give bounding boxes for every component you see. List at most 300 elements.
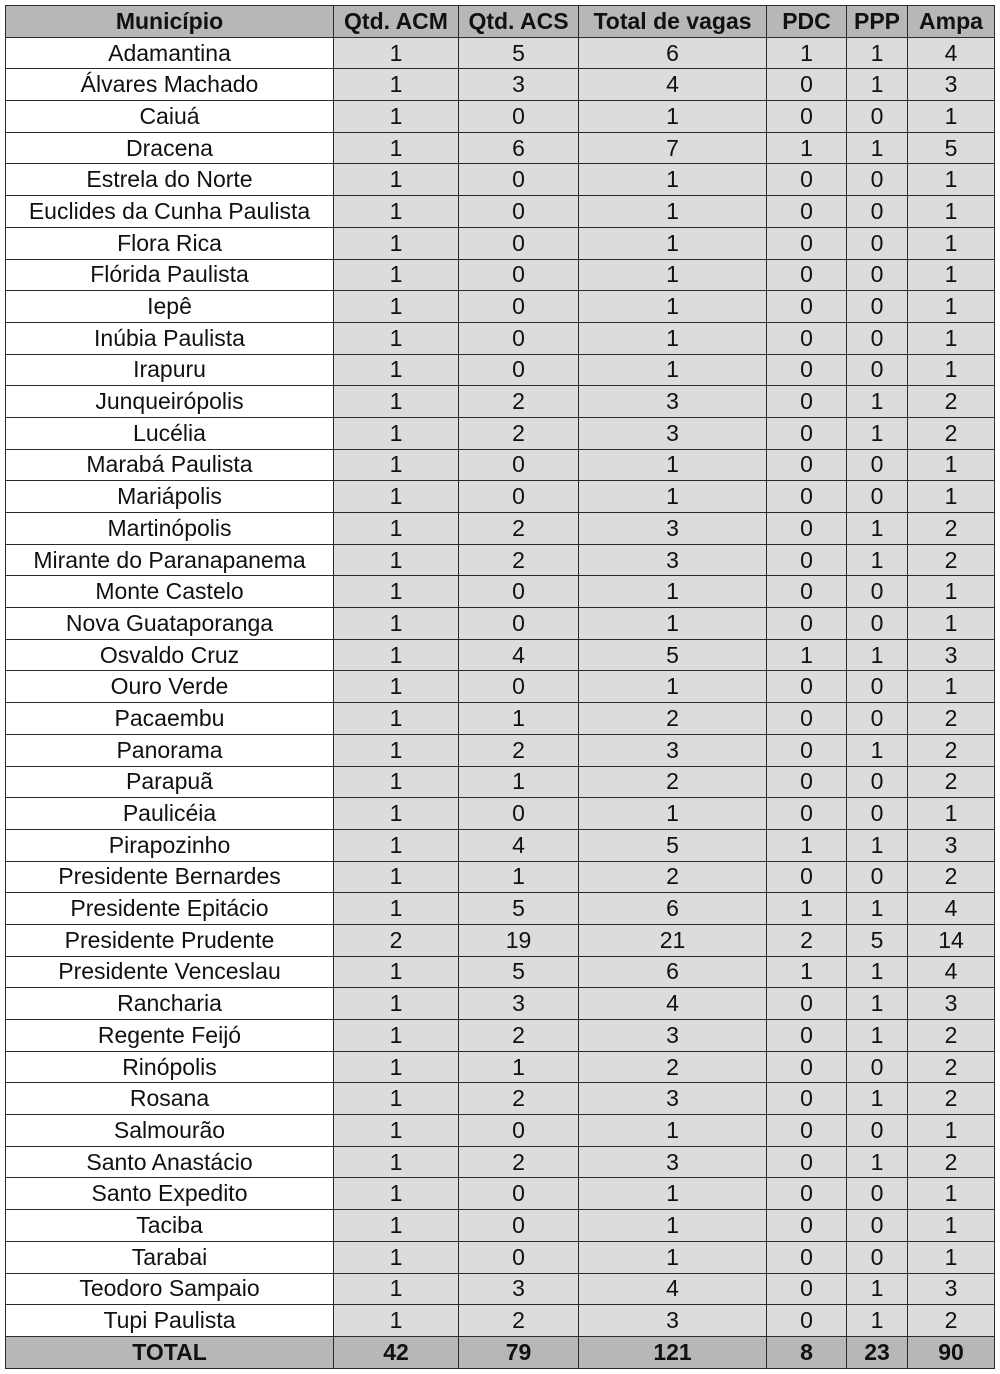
- table-footer: [6, 1336, 995, 1368]
- cell-total-de-vagas: 1: [579, 164, 767, 196]
- cell-pdc: 0: [767, 322, 847, 354]
- cell-qtd-acs: 5: [459, 37, 579, 69]
- cell-pdc: 0: [767, 417, 847, 449]
- cell-ppp: 1: [847, 988, 908, 1020]
- cell-municipio: Ouro Verde: [6, 671, 334, 703]
- cell-municipio: Rancharia: [6, 988, 334, 1020]
- cell-ampa: 2: [908, 734, 995, 766]
- cell-ampa: 1: [908, 354, 995, 386]
- cell-municipio: Inúbia Paulista: [6, 322, 334, 354]
- cell-qtd-acs: 1: [459, 703, 579, 735]
- cell-qtd-acm: 1: [334, 1115, 459, 1147]
- cell-total-de-vagas: 3: [579, 734, 767, 766]
- cell-qtd-acs: 0: [459, 1210, 579, 1242]
- cell-pdc: 0: [767, 1273, 847, 1305]
- cell-qtd-acs: 1: [459, 766, 579, 798]
- total-qtd-acm: 42: [334, 1336, 459, 1368]
- table-row: [6, 1273, 995, 1305]
- cell-pdc: 0: [767, 291, 847, 323]
- cell-ppp: 1: [847, 734, 908, 766]
- cell-ampa: 2: [908, 513, 995, 545]
- table-row: [6, 956, 995, 988]
- cell-municipio: Tarabai: [6, 1241, 334, 1273]
- cell-municipio: Presidente Epitácio: [6, 893, 334, 925]
- cell-pdc: 0: [767, 101, 847, 133]
- cell-total-de-vagas: 6: [579, 37, 767, 69]
- cell-municipio: Santo Expedito: [6, 1178, 334, 1210]
- cell-pdc: 0: [767, 861, 847, 893]
- cell-qtd-acs: 0: [459, 608, 579, 640]
- cell-ppp: 0: [847, 291, 908, 323]
- cell-qtd-acs: 5: [459, 893, 579, 925]
- cell-ampa: 2: [908, 417, 995, 449]
- header-ampa: Ampa: [908, 6, 995, 38]
- cell-total-de-vagas: 1: [579, 481, 767, 513]
- cell-total-de-vagas: 1: [579, 1178, 767, 1210]
- cell-ppp: 1: [847, 1146, 908, 1178]
- cell-total-de-vagas: 2: [579, 703, 767, 735]
- cell-ppp: 0: [847, 1210, 908, 1242]
- cell-pdc: 0: [767, 671, 847, 703]
- cell-qtd-acm: 1: [334, 1020, 459, 1052]
- cell-pdc: 0: [767, 734, 847, 766]
- table-row: [6, 481, 995, 513]
- cell-qtd-acm: 1: [334, 1051, 459, 1083]
- cell-pdc: 1: [767, 37, 847, 69]
- cell-total-de-vagas: 1: [579, 671, 767, 703]
- cell-qtd-acm: 1: [334, 671, 459, 703]
- cell-total-de-vagas: 2: [579, 766, 767, 798]
- table-row: [6, 513, 995, 545]
- cell-ampa: 1: [908, 259, 995, 291]
- cell-ampa: 14: [908, 924, 995, 956]
- cell-qtd-acm: 1: [334, 1210, 459, 1242]
- table-row: [6, 386, 995, 418]
- cell-total-de-vagas: 3: [579, 1305, 767, 1337]
- cell-municipio: Flora Rica: [6, 227, 334, 259]
- cell-pdc: 0: [767, 988, 847, 1020]
- cell-municipio: Rinópolis: [6, 1051, 334, 1083]
- cell-pdc: 0: [767, 1210, 847, 1242]
- cell-ppp: 0: [847, 322, 908, 354]
- cell-total-de-vagas: 4: [579, 69, 767, 101]
- cell-pdc: 0: [767, 386, 847, 418]
- table-row: [6, 924, 995, 956]
- table-row: [6, 576, 995, 608]
- cell-municipio: Mariápolis: [6, 481, 334, 513]
- cell-qtd-acm: 1: [334, 703, 459, 735]
- cell-ppp: 0: [847, 703, 908, 735]
- table-row: [6, 1115, 995, 1147]
- cell-pdc: 0: [767, 766, 847, 798]
- table-row: [6, 101, 995, 133]
- cell-municipio: Teodoro Sampaio: [6, 1273, 334, 1305]
- cell-qtd-acm: 1: [334, 639, 459, 671]
- vacancies-table: [5, 5, 995, 1369]
- table-row: [6, 1210, 995, 1242]
- cell-qtd-acs: 0: [459, 291, 579, 323]
- cell-qtd-acm: 1: [334, 766, 459, 798]
- cell-municipio: Estrela do Norte: [6, 164, 334, 196]
- table-row: [6, 988, 995, 1020]
- cell-ppp: 1: [847, 1083, 908, 1115]
- cell-qtd-acm: 1: [334, 829, 459, 861]
- cell-qtd-acm: 1: [334, 956, 459, 988]
- cell-qtd-acm: 1: [334, 386, 459, 418]
- cell-ampa: 1: [908, 291, 995, 323]
- cell-ampa: 1: [908, 322, 995, 354]
- cell-ppp: 0: [847, 766, 908, 798]
- cell-municipio: Rosana: [6, 1083, 334, 1115]
- table-row: [6, 1051, 995, 1083]
- cell-qtd-acm: 1: [334, 164, 459, 196]
- cell-municipio: Junqueirópolis: [6, 386, 334, 418]
- cell-ppp: 1: [847, 1273, 908, 1305]
- cell-ppp: 0: [847, 101, 908, 133]
- cell-ppp: 0: [847, 354, 908, 386]
- cell-pdc: 0: [767, 449, 847, 481]
- table-row: [6, 227, 995, 259]
- cell-total-de-vagas: 7: [579, 132, 767, 164]
- cell-qtd-acs: 0: [459, 1115, 579, 1147]
- table-row: [6, 69, 995, 101]
- cell-pdc: 0: [767, 798, 847, 830]
- cell-qtd-acs: 0: [459, 196, 579, 228]
- cell-pdc: 0: [767, 1051, 847, 1083]
- cell-qtd-acm: 1: [334, 449, 459, 481]
- cell-ppp: 0: [847, 1241, 908, 1273]
- cell-pdc: 0: [767, 1115, 847, 1147]
- cell-qtd-acs: 0: [459, 1241, 579, 1273]
- table-header: [6, 6, 995, 38]
- total-ampa: 90: [908, 1336, 995, 1368]
- cell-qtd-acs: 1: [459, 861, 579, 893]
- cell-total-de-vagas: 1: [579, 608, 767, 640]
- cell-pdc: 0: [767, 354, 847, 386]
- cell-qtd-acm: 1: [334, 37, 459, 69]
- cell-qtd-acm: 1: [334, 1178, 459, 1210]
- cell-ampa: 1: [908, 227, 995, 259]
- cell-pdc: 0: [767, 196, 847, 228]
- cell-pdc: 0: [767, 1020, 847, 1052]
- cell-qtd-acm: 1: [334, 69, 459, 101]
- cell-pdc: 0: [767, 227, 847, 259]
- table-row: [6, 196, 995, 228]
- cell-municipio: Nova Guataporanga: [6, 608, 334, 640]
- cell-ampa: 3: [908, 829, 995, 861]
- cell-ampa: 2: [908, 766, 995, 798]
- cell-pdc: 0: [767, 1305, 847, 1337]
- cell-ampa: 4: [908, 37, 995, 69]
- table-row: [6, 766, 995, 798]
- cell-qtd-acs: 3: [459, 1273, 579, 1305]
- cell-ppp: 1: [847, 829, 908, 861]
- cell-municipio: Marabá Paulista: [6, 449, 334, 481]
- cell-ampa: 2: [908, 1305, 995, 1337]
- cell-municipio: Parapuã: [6, 766, 334, 798]
- cell-pdc: 1: [767, 956, 847, 988]
- cell-qtd-acm: 1: [334, 988, 459, 1020]
- cell-municipio: Lucélia: [6, 417, 334, 449]
- cell-qtd-acm: 1: [334, 576, 459, 608]
- cell-ampa: 3: [908, 69, 995, 101]
- cell-qtd-acm: 1: [334, 417, 459, 449]
- table-row: [6, 322, 995, 354]
- cell-qtd-acs: 0: [459, 1178, 579, 1210]
- cell-ppp: 1: [847, 1305, 908, 1337]
- cell-total-de-vagas: 3: [579, 1146, 767, 1178]
- cell-qtd-acs: 1: [459, 1051, 579, 1083]
- cell-ampa: 1: [908, 1115, 995, 1147]
- cell-qtd-acm: 1: [334, 513, 459, 545]
- cell-municipio: Adamantina: [6, 37, 334, 69]
- cell-ppp: 1: [847, 544, 908, 576]
- cell-ampa: 1: [908, 1241, 995, 1273]
- cell-ppp: 0: [847, 576, 908, 608]
- cell-municipio: Salmourão: [6, 1115, 334, 1147]
- cell-ampa: 4: [908, 893, 995, 925]
- cell-ppp: 0: [847, 259, 908, 291]
- cell-qtd-acm: 1: [334, 734, 459, 766]
- cell-total-de-vagas: 1: [579, 354, 767, 386]
- cell-pdc: 1: [767, 132, 847, 164]
- cell-pdc: 0: [767, 1241, 847, 1273]
- cell-total-de-vagas: 6: [579, 893, 767, 925]
- cell-total-de-vagas: 1: [579, 576, 767, 608]
- cell-total-de-vagas: 5: [579, 829, 767, 861]
- cell-qtd-acm: 1: [334, 1241, 459, 1273]
- cell-municipio: Paulicéia: [6, 798, 334, 830]
- table-row: [6, 417, 995, 449]
- cell-total-de-vagas: 3: [579, 417, 767, 449]
- cell-qtd-acm: 1: [334, 322, 459, 354]
- cell-total-de-vagas: 1: [579, 101, 767, 133]
- cell-total-de-vagas: 1: [579, 1241, 767, 1273]
- cell-pdc: 0: [767, 69, 847, 101]
- cell-qtd-acm: 1: [334, 354, 459, 386]
- table-row: [6, 291, 995, 323]
- cell-municipio: Mirante do Paranapanema: [6, 544, 334, 576]
- cell-municipio: Flórida Paulista: [6, 259, 334, 291]
- cell-qtd-acs: 2: [459, 1146, 579, 1178]
- cell-total-de-vagas: 2: [579, 861, 767, 893]
- cell-total-de-vagas: 1: [579, 227, 767, 259]
- cell-qtd-acs: 4: [459, 829, 579, 861]
- cell-qtd-acs: 2: [459, 417, 579, 449]
- cell-pdc: 2: [767, 924, 847, 956]
- cell-ppp: 0: [847, 449, 908, 481]
- cell-ampa: 1: [908, 1178, 995, 1210]
- cell-ppp: 0: [847, 481, 908, 513]
- table-row: [6, 703, 995, 735]
- cell-pdc: 0: [767, 1083, 847, 1115]
- cell-ppp: 0: [847, 798, 908, 830]
- cell-qtd-acs: 0: [459, 164, 579, 196]
- cell-qtd-acm: 1: [334, 544, 459, 576]
- table-row: [6, 1241, 995, 1273]
- cell-qtd-acm: 1: [334, 481, 459, 513]
- cell-qtd-acs: 5: [459, 956, 579, 988]
- cell-pdc: 1: [767, 829, 847, 861]
- table-row: [6, 861, 995, 893]
- cell-ppp: 1: [847, 386, 908, 418]
- cell-qtd-acm: 1: [334, 861, 459, 893]
- table-row: [6, 671, 995, 703]
- cell-qtd-acs: 0: [459, 481, 579, 513]
- cell-qtd-acs: 0: [459, 798, 579, 830]
- cell-municipio: Euclides da Cunha Paulista: [6, 196, 334, 228]
- cell-ampa: 2: [908, 544, 995, 576]
- cell-qtd-acm: 1: [334, 893, 459, 925]
- table-row: [6, 1178, 995, 1210]
- cell-ampa: 3: [908, 639, 995, 671]
- cell-pdc: 0: [767, 1178, 847, 1210]
- cell-ppp: 0: [847, 164, 908, 196]
- cell-total-de-vagas: 1: [579, 449, 767, 481]
- cell-ampa: 1: [908, 608, 995, 640]
- cell-municipio: Pacaembu: [6, 703, 334, 735]
- total-qtd-acs: 79: [459, 1336, 579, 1368]
- cell-ampa: 5: [908, 132, 995, 164]
- cell-total-de-vagas: 3: [579, 1020, 767, 1052]
- table-row: [6, 259, 995, 291]
- cell-qtd-acm: 1: [334, 608, 459, 640]
- cell-qtd-acs: 0: [459, 101, 579, 133]
- cell-ampa: 2: [908, 1020, 995, 1052]
- table-row: [6, 734, 995, 766]
- cell-pdc: 0: [767, 481, 847, 513]
- header-qtd-acm: Qtd. ACM: [334, 6, 459, 38]
- header-municipio: Município: [6, 6, 334, 38]
- cell-qtd-acs: 3: [459, 988, 579, 1020]
- cell-ampa: 1: [908, 1210, 995, 1242]
- cell-qtd-acm: 2: [334, 924, 459, 956]
- cell-ppp: 1: [847, 956, 908, 988]
- cell-ampa: 2: [908, 1051, 995, 1083]
- cell-municipio: Santo Anastácio: [6, 1146, 334, 1178]
- cell-total-de-vagas: 1: [579, 322, 767, 354]
- total-row: [6, 1336, 995, 1368]
- cell-qtd-acs: 0: [459, 259, 579, 291]
- cell-qtd-acs: 2: [459, 1305, 579, 1337]
- cell-ampa: 1: [908, 798, 995, 830]
- cell-qtd-acs: 0: [459, 354, 579, 386]
- table-row: [6, 608, 995, 640]
- cell-municipio: Irapuru: [6, 354, 334, 386]
- total-ppp: 23: [847, 1336, 908, 1368]
- cell-pdc: 0: [767, 576, 847, 608]
- cell-ppp: 1: [847, 132, 908, 164]
- cell-total-de-vagas: 3: [579, 386, 767, 418]
- cell-qtd-acs: 2: [459, 513, 579, 545]
- cell-qtd-acm: 1: [334, 1305, 459, 1337]
- cell-ampa: 1: [908, 576, 995, 608]
- cell-qtd-acs: 2: [459, 386, 579, 418]
- cell-total-de-vagas: 21: [579, 924, 767, 956]
- table-row: [6, 893, 995, 925]
- cell-ppp: 1: [847, 69, 908, 101]
- cell-municipio: Monte Castelo: [6, 576, 334, 608]
- cell-qtd-acs: 0: [459, 227, 579, 259]
- cell-qtd-acm: 1: [334, 132, 459, 164]
- table-row: [6, 37, 995, 69]
- cell-qtd-acs: 19: [459, 924, 579, 956]
- table-row: [6, 449, 995, 481]
- header-ppp: PPP: [847, 6, 908, 38]
- cell-ampa: 1: [908, 671, 995, 703]
- cell-ppp: 0: [847, 1115, 908, 1147]
- cell-total-de-vagas: 3: [579, 513, 767, 545]
- header-row: [6, 6, 995, 38]
- cell-ampa: 1: [908, 449, 995, 481]
- cell-total-de-vagas: 1: [579, 291, 767, 323]
- cell-qtd-acm: 1: [334, 291, 459, 323]
- cell-ppp: 1: [847, 639, 908, 671]
- cell-qtd-acm: 1: [334, 101, 459, 133]
- cell-ppp: 1: [847, 513, 908, 545]
- cell-pdc: 0: [767, 259, 847, 291]
- table-row: [6, 639, 995, 671]
- cell-ppp: 0: [847, 1178, 908, 1210]
- cell-municipio: Panorama: [6, 734, 334, 766]
- cell-municipio: Pirapozinho: [6, 829, 334, 861]
- cell-ppp: 0: [847, 608, 908, 640]
- cell-ampa: 2: [908, 1083, 995, 1115]
- cell-municipio: Dracena: [6, 132, 334, 164]
- cell-qtd-acs: 0: [459, 449, 579, 481]
- cell-municipio: Osvaldo Cruz: [6, 639, 334, 671]
- header-qtd-acs: Qtd. ACS: [459, 6, 579, 38]
- cell-qtd-acs: 0: [459, 576, 579, 608]
- cell-total-de-vagas: 1: [579, 798, 767, 830]
- cell-qtd-acm: 1: [334, 227, 459, 259]
- cell-municipio: Iepê: [6, 291, 334, 323]
- cell-pdc: 1: [767, 893, 847, 925]
- cell-pdc: 0: [767, 608, 847, 640]
- cell-qtd-acs: 4: [459, 639, 579, 671]
- cell-qtd-acs: 6: [459, 132, 579, 164]
- cell-ppp: 1: [847, 37, 908, 69]
- cell-qtd-acm: 1: [334, 1083, 459, 1115]
- cell-total-de-vagas: 1: [579, 1210, 767, 1242]
- cell-ppp: 0: [847, 1051, 908, 1083]
- cell-ampa: 2: [908, 703, 995, 735]
- cell-pdc: 0: [767, 1146, 847, 1178]
- header-total-de-vagas: Total de vagas: [579, 6, 767, 38]
- total-total-de-vagas: 121: [579, 1336, 767, 1368]
- table-row: [6, 354, 995, 386]
- cell-pdc: 1: [767, 639, 847, 671]
- cell-municipio: Presidente Prudente: [6, 924, 334, 956]
- cell-ppp: 5: [847, 924, 908, 956]
- cell-ppp: 1: [847, 417, 908, 449]
- cell-qtd-acm: 1: [334, 259, 459, 291]
- cell-municipio: Presidente Venceslau: [6, 956, 334, 988]
- cell-total-de-vagas: 3: [579, 1083, 767, 1115]
- cell-ampa: 2: [908, 861, 995, 893]
- cell-ppp: 0: [847, 671, 908, 703]
- cell-total-de-vagas: 3: [579, 544, 767, 576]
- cell-qtd-acs: 0: [459, 671, 579, 703]
- cell-qtd-acs: 2: [459, 544, 579, 576]
- cell-ppp: 0: [847, 227, 908, 259]
- cell-municipio: Taciba: [6, 1210, 334, 1242]
- cell-ampa: 3: [908, 988, 995, 1020]
- table-row: [6, 1083, 995, 1115]
- cell-total-de-vagas: 4: [579, 1273, 767, 1305]
- cell-ampa: 1: [908, 481, 995, 513]
- cell-qtd-acm: 1: [334, 1146, 459, 1178]
